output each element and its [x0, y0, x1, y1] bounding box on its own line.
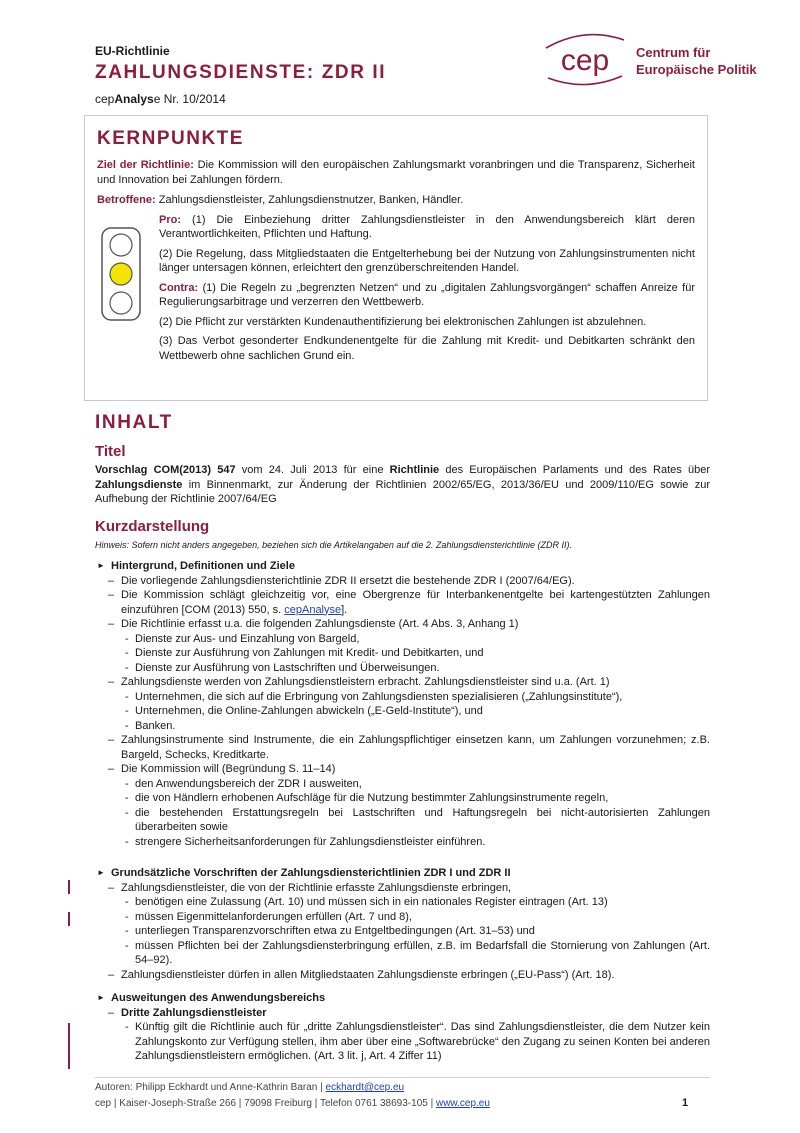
goal-text: Die Kommission will den europäischen Zahlungsmarkt voranbringen und die Transparenz, Sicherheit und Innovation bei Zahlungen fördern. — [97, 159, 695, 186]
sub-item: - den Anwendungsbereich der ZDR I ausweiten, — [95, 777, 710, 792]
section-rules — [95, 866, 710, 982]
goal-paragraph — [97, 158, 695, 187]
list-item — [95, 588, 710, 617]
item-text: ]. — [341, 603, 348, 616]
footer-authors — [95, 1082, 404, 1093]
change-marker — [68, 1023, 70, 1069]
assessment-block — [97, 213, 695, 364]
section-heading: ► Grundsätzliche Vorschriften der Zahlungsdiensterichtlinien ZDR I und ZDR II — [95, 866, 710, 881]
change-marker — [68, 912, 70, 926]
pro-1 — [159, 213, 695, 242]
address-text: cep | Kaiser-Joseph-Straße 266 | 79098 Freiburg | Telefon 0761 38693-105 | — [95, 1098, 436, 1109]
organization-name — [636, 44, 757, 78]
subsection-heading: – Dritte Zahlungsdienstleister — [95, 1006, 710, 1021]
pro-2: (2) Die Regelung, dass Mitgliedstaaten die Entgelterhebung bei der Nutzung von Zahlungsinstrumenten nicht länger untersagen können, erleichtert den grenzüberschreitenden Handel. — [159, 247, 695, 274]
contra-3: (3) Das Verbot gesonderter Endkundenentgelte für die Zahlung mit Kredit- und Debitkarten schränkt den Wettbewerb ohne sachlichen Grund ein. — [159, 335, 695, 362]
website-link[interactable]: www.cep.eu — [435, 1098, 490, 1109]
list-item: – Zahlungsdienstleister, die von der Richtlinie erfasste Zahlungsdienste erbringen, — [95, 881, 710, 896]
cep-logo-icon — [540, 28, 630, 90]
contra-1-text: (1) Die Regeln zu „begrenzten Netzen“ und zu „digitalen Zahlungsvorgängen“ schaffen Anreize für Regulierungsarbitrage und verzerren den Wettbewerb. — [159, 281, 695, 308]
section-heading: ► Ausweitungen des Anwendungsbereichs — [95, 991, 710, 1006]
list-item: – Die vorliegende Zahlungsdiensterichtlinie ZDR II ersetzt die bestehende ZDR I (2007/64/EG). — [95, 574, 710, 589]
contra-1 — [159, 281, 695, 310]
org-line-1: Centrum für — [636, 45, 711, 60]
traffic-light-icon — [101, 227, 141, 321]
sub-item: - Dienste zur Ausführung von Zahlungen mit Kredit- und Debitkarten, und — [95, 646, 710, 661]
title-text-2: des Europäischen Parlaments und des Rates über — [439, 464, 711, 476]
sub-rest: e Nr. 10/2014 — [153, 92, 226, 106]
sub-item: - die von Händlern erhobenen Aufschläge für die Nutzung bestimmter Zahlungsinstrumente regeln, — [95, 791, 710, 806]
contra-2: (2) Die Pflicht zur verstärkten Kundenauthentifizierung bei elektronischen Zahlungen ist abzulehnen. — [159, 315, 647, 328]
title-text-1: vom 24. Juli 2013 für eine — [235, 464, 390, 476]
title-bold-2: Richtlinie — [389, 464, 440, 476]
title-bold-1: Vorschlag COM(2013) 547 — [95, 464, 236, 476]
pro-1-text: (1) Die Einbeziehung dritter Zahlungsdienstleister in den Anwendungsbereich klärt deren Verantwortlichkeiten, Pflichten und Haftung. — [159, 213, 695, 240]
authors-text: Autoren: Philipp Eckhardt und Anne-Kathrin Baran | — [95, 1082, 326, 1093]
footer-divider — [95, 1077, 710, 1078]
affected-paragraph — [97, 193, 695, 208]
list-item: – Zahlungsdienste werden von Zahlungsdienstleistern erbracht. Zahlungsdienstleister sind u.a. (Art. 1) — [95, 675, 710, 690]
sub-item: - die bestehenden Erstattungsregeln bei Lastschriften und Haftungsregeln bei nicht-autorisierten Zahlungen überarbeiten sowie — [95, 806, 710, 835]
org-line-2: Europäische Politik — [636, 62, 757, 77]
sub-item: - benötigen eine Zulassung (Art. 10) und müssen sich in ein nationales Register eintragen (Art. 13) — [95, 895, 710, 910]
affected-text: Zahlungsdienstleister, Zahlungsdienstnutzer, Banken, Händler. — [155, 194, 464, 206]
pro-label: Pro: — [159, 213, 181, 226]
sub-item: - Unternehmen, die sich auf die Erbringung von Zahlungsdiensten spezialisieren („Zahlungsinstitute“), — [95, 690, 710, 705]
title-bold-3: Zahlungsdienste — [95, 478, 183, 491]
section-heading: ► Hintergrund, Definitionen und Ziele — [95, 559, 710, 574]
sub-item: - Künftig gilt die Richtlinie auch für „dritte Zahlungsdienstleister“. Das sind Zahlungsdienstleister, die dem Nutzer kein Zahlungskonto zur Verfügung stellen, ihm aber über eine „Softwarebrücke“ den Zugang zu seinen Konten bei anderen Zahlungsdienstleistern ermöglichen. (Art. 3 lit. j, Art. 4 Ziffer 11) — [95, 1020, 710, 1064]
sub-item: - müssen Pflichten bei der Zahlungsdiensterbringung erfüllen, z.B. im Bedarfsfall die Stornierung von Zahlungen (Art. 54–92). — [95, 939, 710, 968]
content-heading: INHALT — [95, 412, 173, 433]
sub-bold: Analys — [114, 92, 154, 106]
summary-heading: Kurzdarstellung — [95, 518, 210, 535]
sub-item: - müssen Eigenmittelanforderungen erfüllen (Art. 7 und 8), — [95, 910, 710, 925]
contra-label: Contra: — [159, 281, 199, 294]
logo-text: cep — [560, 44, 610, 77]
sub-item: - strengere Sicherheitsanforderungen für Zahlungsdienstleister einführen. — [95, 835, 710, 850]
page-number: 1 — [682, 1097, 689, 1109]
item-text: Die Kommission schlägt gleichzeitig vor, eine Obergrenze für Interbankenentgelte bei kartengestützten Zahlungen einzuführen [COM (2013) 550, s. — [121, 589, 710, 616]
sub-prefix: cep — [95, 92, 115, 106]
note: Hinweis: Sofern nicht anders angegeben, beziehen sich die Artikelangaben auf die 2. Zahlungsdiensterichtlinie (ZDR II). — [95, 540, 572, 550]
sub-item: - Dienste zur Aus- und Einzahlung von Bargeld, — [95, 632, 710, 647]
list-item: – Die Kommission will (Begründung S. 11–14) — [95, 762, 710, 777]
section-scope — [95, 991, 710, 1064]
title-text-3: im Binnenmarkt, zur Änderung der Richtlinien 2002/65/EG, 2013/36/EU und 2009/110/EG sowie zur Aufhebung der Richtlinie 2007/64/EG — [95, 478, 710, 505]
document-title: ZAHLUNGSDIENSTE: ZDR II — [95, 62, 387, 83]
sub-item: - unterliegen Transparenzvorschriften etwa zu Entgeltbedingungen (Art. 31–53) und — [95, 924, 710, 939]
cep-analysis-link[interactable]: cepAnalyse — [284, 603, 342, 616]
document-type: EU-Richtlinie — [95, 44, 170, 58]
goal-label: Ziel der Richtlinie: — [97, 159, 194, 171]
section-background — [95, 559, 710, 849]
email-link[interactable]: eckhardt@cep.eu — [325, 1082, 405, 1093]
sub-item: - Banken. — [95, 719, 710, 734]
key-points-box — [84, 115, 708, 401]
title-heading: Titel — [95, 443, 126, 460]
list-item: – Zahlungsinstrumente sind Instrumente, die ein Zahlungspflichtiger einsetzen kann, um Zahlungen vorzunehmen; z.B. Bargeld, Schecks, Kreditkarte. — [95, 733, 710, 762]
footer-address — [95, 1098, 490, 1109]
affected-label: Betroffene: — [97, 194, 156, 206]
list-item: – Die Richtlinie erfasst u.a. die folgenden Zahlungsdienste (Art. 4 Abs. 3, Anhang 1) — [95, 617, 710, 632]
list-item: – Zahlungsdienstleister dürfen in allen Mitgliedstaaten Zahlungsdienste erbringen („EU-Pass“) (Art. 18). — [95, 968, 710, 983]
change-marker — [68, 880, 70, 894]
analysis-number — [95, 92, 226, 106]
key-points-heading: KERNPUNKTE — [97, 128, 244, 149]
title-paragraph — [95, 463, 710, 507]
sub-item: - Unternehmen, die Online-Zahlungen abwickeln („E-Geld-Institute“), und — [95, 704, 710, 719]
sub-item: - Dienste zur Ausführung von Lastschriften und Überweisungen. — [95, 661, 710, 676]
